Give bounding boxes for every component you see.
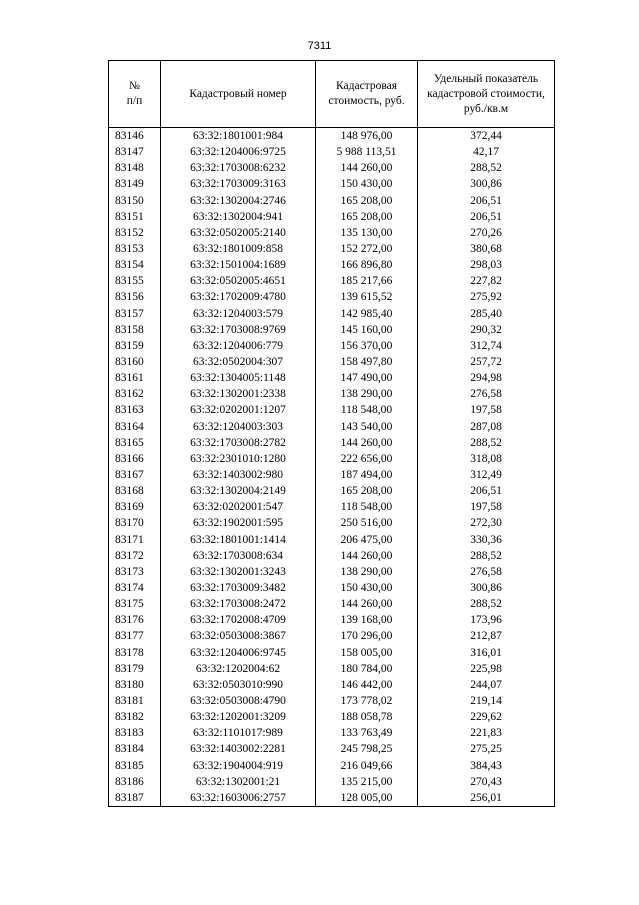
cadastral-number-cell: 63:32:0502005:4651	[161, 273, 316, 289]
cadastral-number-cell: 63:32:1801001:984	[161, 128, 316, 145]
cadastral-number-cell: 63:32:0202001:547	[161, 499, 316, 515]
row-number-cell: 83172	[109, 548, 161, 564]
cadastral-value-cell: 144 260,00	[316, 160, 418, 176]
specific-value-cell: 384,43	[418, 757, 555, 773]
specific-value-cell: 212,87	[418, 628, 555, 644]
cadastral-value-cell: 222 656,00	[316, 451, 418, 467]
table-row	[109, 257, 555, 273]
specific-value-cell: 197,58	[418, 402, 555, 418]
table-row	[109, 451, 555, 467]
row-number-cell: 83182	[109, 709, 161, 725]
cadastral-number-cell: 63:32:1501004:1689	[161, 257, 316, 273]
table-row	[109, 419, 555, 435]
specific-value-cell: 257,72	[418, 354, 555, 370]
header-row-number-label: № п/п	[126, 80, 143, 107]
cadastral-number-cell: 63:32:0502004:307	[161, 354, 316, 370]
specific-value-cell: 272,30	[418, 515, 555, 531]
row-number-cell: 83176	[109, 612, 161, 628]
cadastral-number-cell: 63:32:1204003:579	[161, 306, 316, 322]
cadastral-number-cell: 63:32:1403002:2281	[161, 741, 316, 757]
specific-value-cell: 372,44	[418, 128, 555, 145]
cadastral-value-cell: 206 475,00	[316, 532, 418, 548]
row-number-cell: 83177	[109, 628, 161, 644]
cadastral-number-cell: 63:32:1101017:989	[161, 725, 316, 741]
table-row	[109, 225, 555, 241]
cadastral-value-cell: 128 005,00	[316, 790, 418, 807]
cadastral-value-cell: 135 215,00	[316, 774, 418, 790]
row-number-cell: 83155	[109, 273, 161, 289]
cadastral-number-cell: 63:32:1703008:2472	[161, 596, 316, 612]
table-row	[109, 790, 555, 807]
table-row	[109, 322, 555, 338]
specific-value-cell: 276,58	[418, 564, 555, 580]
cadastral-value-cell: 165 208,00	[316, 483, 418, 499]
cadastral-value-cell: 138 290,00	[316, 386, 418, 402]
specific-value-cell: 316,01	[418, 645, 555, 661]
cadastral-value-cell: 245 798,25	[316, 741, 418, 757]
specific-value-cell: 221,83	[418, 725, 555, 741]
row-number-cell: 83185	[109, 757, 161, 773]
row-number-cell: 83169	[109, 499, 161, 515]
row-number-cell: 83160	[109, 354, 161, 370]
row-number-cell: 83173	[109, 564, 161, 580]
table-row	[109, 628, 555, 644]
row-number-cell: 83152	[109, 225, 161, 241]
header-cadastral-number: Кадастровый номер	[161, 61, 316, 128]
specific-value-cell: 380,68	[418, 241, 555, 257]
table-row	[109, 273, 555, 289]
row-number-cell: 83170	[109, 515, 161, 531]
cadastral-number-cell: 63:32:0202001:1207	[161, 402, 316, 418]
table-row	[109, 645, 555, 661]
specific-value-cell: 275,92	[418, 289, 555, 305]
table-row	[109, 289, 555, 305]
row-number-cell: 83162	[109, 386, 161, 402]
table-row	[109, 193, 555, 209]
row-number-cell: 83181	[109, 693, 161, 709]
cadastral-value-cell: 187 494,00	[316, 467, 418, 483]
cadastral-number-cell: 63:32:0503008:4790	[161, 693, 316, 709]
cadastral-value-cell: 138 290,00	[316, 564, 418, 580]
specific-value-cell: 197,58	[418, 499, 555, 515]
cadastral-number-cell: 63:32:1204006:779	[161, 338, 316, 354]
cadastral-number-cell: 63:32:1703008:6232	[161, 160, 316, 176]
cadastral-value-cell: 143 540,00	[316, 419, 418, 435]
table-row	[109, 596, 555, 612]
table-row	[109, 160, 555, 176]
table-header-row	[109, 61, 555, 128]
table-row	[109, 709, 555, 725]
specific-value-cell: 318,08	[418, 451, 555, 467]
cadastral-value-cell: 118 548,00	[316, 402, 418, 418]
cadastral-value-cell: 150 430,00	[316, 580, 418, 596]
specific-value-cell: 288,52	[418, 548, 555, 564]
table-row	[109, 467, 555, 483]
cadastral-number-cell: 63:32:1304005:1148	[161, 370, 316, 386]
row-number-cell: 83153	[109, 241, 161, 257]
cadastral-number-cell: 63:32:1801001:1414	[161, 532, 316, 548]
specific-value-cell: 219,14	[418, 693, 555, 709]
specific-value-cell: 244,07	[418, 677, 555, 693]
cadastral-number-cell: 63:32:1302004:2149	[161, 483, 316, 499]
table-row	[109, 741, 555, 757]
cadastral-value-table	[108, 60, 555, 807]
table-row	[109, 338, 555, 354]
cadastral-value-cell: 250 516,00	[316, 515, 418, 531]
cadastral-number-cell: 63:32:1204006:9725	[161, 144, 316, 160]
cadastral-number-cell: 63:32:1403002:980	[161, 467, 316, 483]
cadastral-number-cell: 63:32:1202004:62	[161, 661, 316, 677]
specific-value-cell: 270,43	[418, 774, 555, 790]
table-row	[109, 612, 555, 628]
row-number-cell: 83148	[109, 160, 161, 176]
specific-value-cell: 330,36	[418, 532, 555, 548]
specific-value-cell: 276,58	[418, 386, 555, 402]
table-row	[109, 499, 555, 515]
row-number-cell: 83175	[109, 596, 161, 612]
cadastral-value-cell: 142 985,40	[316, 306, 418, 322]
table-row	[109, 386, 555, 402]
table-row	[109, 774, 555, 790]
specific-value-cell: 288,52	[418, 435, 555, 451]
cadastral-number-cell: 63:32:1703008:634	[161, 548, 316, 564]
row-number-cell: 83164	[109, 419, 161, 435]
table-row	[109, 515, 555, 531]
cadastral-number-cell: 63:32:1703008:9769	[161, 322, 316, 338]
cadastral-value-cell: 135 130,00	[316, 225, 418, 241]
row-number-cell: 83151	[109, 209, 161, 225]
row-number-cell: 83183	[109, 725, 161, 741]
row-number-cell: 83163	[109, 402, 161, 418]
cadastral-number-cell: 63:32:1702008:4709	[161, 612, 316, 628]
cadastral-value-cell: 145 160,00	[316, 322, 418, 338]
cadastral-number-cell: 63:32:1302004:941	[161, 209, 316, 225]
row-number-cell: 83146	[109, 128, 161, 145]
row-number-cell: 83156	[109, 289, 161, 305]
cadastral-number-cell: 63:32:1204006:9745	[161, 645, 316, 661]
specific-value-cell: 256,01	[418, 790, 555, 807]
header-specific-value: Удельный показатель кадастровой стоимости, руб./кв.м	[418, 61, 555, 128]
cadastral-number-cell: 63:32:1703009:3482	[161, 580, 316, 596]
cadastral-number-cell: 63:32:1302004:2746	[161, 193, 316, 209]
cadastral-number-cell: 63:32:1202001:3209	[161, 709, 316, 725]
cadastral-value-cell: 133 763,49	[316, 725, 418, 741]
row-number-cell: 83178	[109, 645, 161, 661]
cadastral-number-cell: 63:32:1603006:2757	[161, 790, 316, 807]
row-number-cell: 83150	[109, 193, 161, 209]
cadastral-value-cell: 188 058,78	[316, 709, 418, 725]
table-row	[109, 564, 555, 580]
cadastral-number-cell: 63:32:2301010:1280	[161, 451, 316, 467]
cadastral-value-cell: 173 778,02	[316, 693, 418, 709]
specific-value-cell: 275,25	[418, 741, 555, 757]
table-row	[109, 725, 555, 741]
specific-value-cell: 206,51	[418, 483, 555, 499]
row-number-cell: 83158	[109, 322, 161, 338]
cadastral-value-cell: 147 490,00	[316, 370, 418, 386]
specific-value-cell: 312,49	[418, 467, 555, 483]
table-row	[109, 354, 555, 370]
row-number-cell: 83187	[109, 790, 161, 807]
cadastral-value-cell: 166 896,80	[316, 257, 418, 273]
cadastral-value-cell: 158 497,80	[316, 354, 418, 370]
row-number-cell: 83154	[109, 257, 161, 273]
table-row	[109, 548, 555, 564]
cadastral-value-cell: 170 296,00	[316, 628, 418, 644]
specific-value-cell: 312,74	[418, 338, 555, 354]
cadastral-number-cell: 63:32:1302001:21	[161, 774, 316, 790]
specific-value-cell: 298,03	[418, 257, 555, 273]
cadastral-number-cell: 63:32:1302001:3243	[161, 564, 316, 580]
specific-value-cell: 300,86	[418, 580, 555, 596]
table-row	[109, 580, 555, 596]
specific-value-cell: 229,62	[418, 709, 555, 725]
cadastral-value-cell: 139 168,00	[316, 612, 418, 628]
cadastral-number-cell: 63:32:1904004:919	[161, 757, 316, 773]
table-row	[109, 209, 555, 225]
table-row	[109, 402, 555, 418]
specific-value-cell: 294,98	[418, 370, 555, 386]
table-row	[109, 435, 555, 451]
row-number-cell: 83167	[109, 467, 161, 483]
specific-value-cell: 287,08	[418, 419, 555, 435]
row-number-cell: 83157	[109, 306, 161, 322]
specific-value-cell: 300,86	[418, 176, 555, 192]
cadastral-number-cell: 63:32:0503008:3867	[161, 628, 316, 644]
row-number-cell: 83186	[109, 774, 161, 790]
table-row	[109, 483, 555, 499]
specific-value-cell: 173,96	[418, 612, 555, 628]
specific-value-cell: 288,52	[418, 160, 555, 176]
row-number-cell: 83174	[109, 580, 161, 596]
row-number-cell: 83159	[109, 338, 161, 354]
specific-value-cell: 270,26	[418, 225, 555, 241]
table-row	[109, 144, 555, 160]
row-number-cell: 83161	[109, 370, 161, 386]
cadastral-value-cell: 5 988 113,51	[316, 144, 418, 160]
table-row	[109, 757, 555, 773]
row-number-cell: 83149	[109, 176, 161, 192]
cadastral-number-cell: 63:32:1302001:2338	[161, 386, 316, 402]
cadastral-number-cell: 63:32:1902001:595	[161, 515, 316, 531]
table-row	[109, 176, 555, 192]
specific-value-cell: 42,17	[418, 144, 555, 160]
table-row	[109, 241, 555, 257]
specific-value-cell: 206,51	[418, 209, 555, 225]
specific-value-cell: 290,32	[418, 322, 555, 338]
row-number-cell: 83171	[109, 532, 161, 548]
cadastral-value-cell: 158 005,00	[316, 645, 418, 661]
cadastral-number-cell: 63:32:1204003:303	[161, 419, 316, 435]
cadastral-value-cell: 185 217,66	[316, 273, 418, 289]
cadastral-value-cell: 216 049,66	[316, 757, 418, 773]
row-number-cell: 83166	[109, 451, 161, 467]
cadastral-value-cell: 144 260,00	[316, 548, 418, 564]
cadastral-value-cell: 156 370,00	[316, 338, 418, 354]
cadastral-number-cell: 63:32:1801009:858	[161, 241, 316, 257]
row-number-cell: 83147	[109, 144, 161, 160]
specific-value-cell: 225,98	[418, 661, 555, 677]
page-number: 7311	[307, 40, 332, 52]
cadastral-number-cell: 63:32:1702009:4780	[161, 289, 316, 305]
cadastral-value-cell: 139 615,52	[316, 289, 418, 305]
table-row	[109, 661, 555, 677]
header-row-number	[109, 61, 161, 128]
row-number-cell: 83184	[109, 741, 161, 757]
table-row	[109, 677, 555, 693]
header-cadastral-value: Кадастровая стоимость, руб.	[316, 61, 418, 128]
cadastral-value-cell: 144 260,00	[316, 435, 418, 451]
specific-value-cell: 285,40	[418, 306, 555, 322]
specific-value-cell: 288,52	[418, 596, 555, 612]
table-row	[109, 128, 555, 145]
row-number-cell: 83168	[109, 483, 161, 499]
row-number-cell: 83179	[109, 661, 161, 677]
cadastral-value-cell: 165 208,00	[316, 209, 418, 225]
table-row	[109, 532, 555, 548]
cadastral-number-cell: 63:32:1703008:2782	[161, 435, 316, 451]
cadastral-value-cell: 165 208,00	[316, 193, 418, 209]
cadastral-number-cell: 63:32:0502005:2140	[161, 225, 316, 241]
table-row	[109, 370, 555, 386]
cadastral-value-cell: 146 442,00	[316, 677, 418, 693]
cadastral-value-cell: 180 784,00	[316, 661, 418, 677]
table-row	[109, 306, 555, 322]
table-row	[109, 693, 555, 709]
cadastral-number-cell: 63:32:1703009:3163	[161, 176, 316, 192]
specific-value-cell: 206,51	[418, 193, 555, 209]
cadastral-value-cell: 144 260,00	[316, 596, 418, 612]
cadastral-number-cell: 63:32:0503010:990	[161, 677, 316, 693]
cadastral-value-cell: 152 272,00	[316, 241, 418, 257]
cadastral-value-cell: 150 430,00	[316, 176, 418, 192]
specific-value-cell: 227,82	[418, 273, 555, 289]
table-body	[109, 128, 555, 807]
row-number-cell: 83165	[109, 435, 161, 451]
cadastral-value-cell: 118 548,00	[316, 499, 418, 515]
cadastral-value-cell: 148 976,00	[316, 128, 418, 145]
row-number-cell: 83180	[109, 677, 161, 693]
